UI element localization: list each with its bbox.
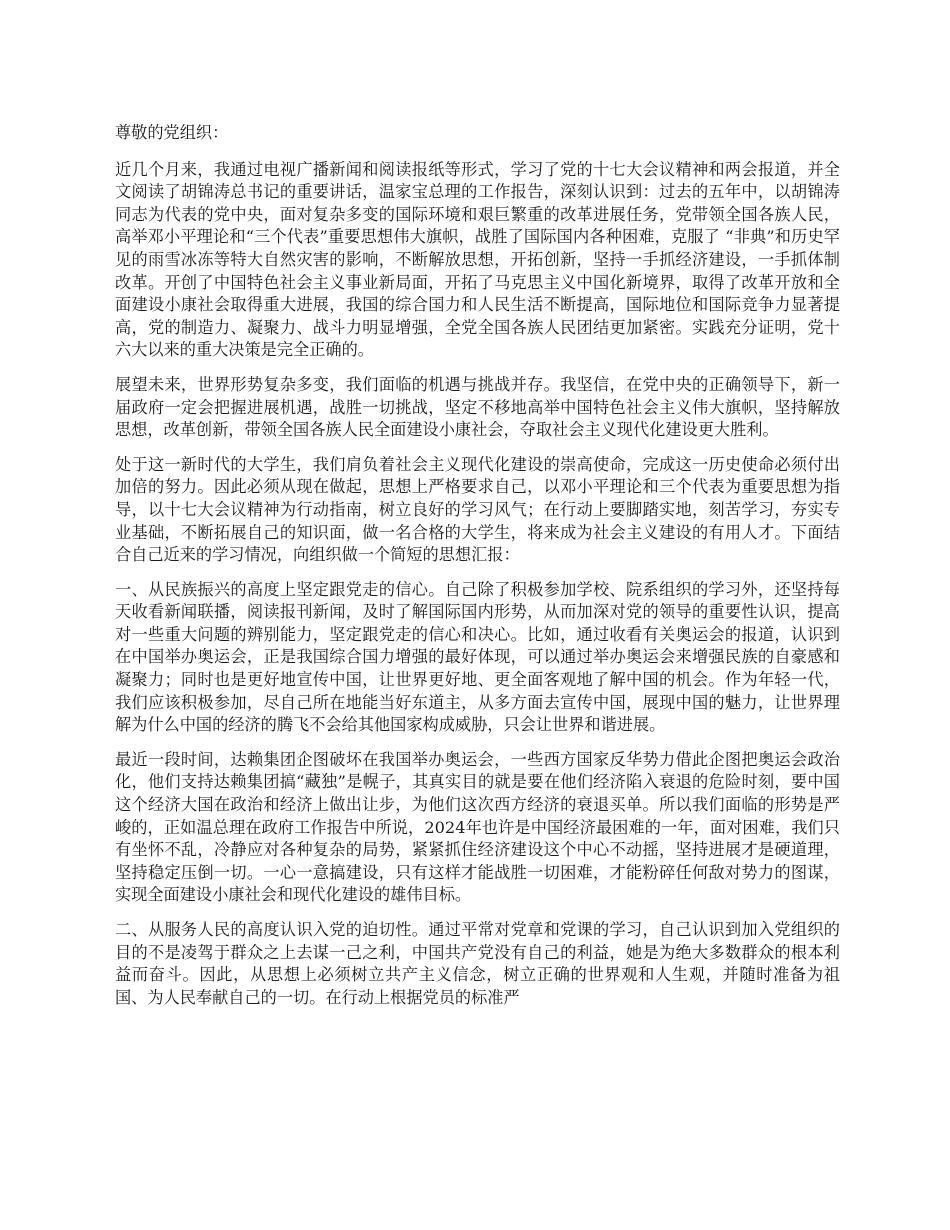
paragraph-5: 最近一段时间，达赖集团企图破坏在我国举办奥运会，一些西方国家反华势力借此企图把奥运会政治化，他们支持达赖集团搞“藏独”是幌子，其真实目的就是要在他们经济陷入衰退的危险时刻，要中国这个经济大国在政治和经济上做出让步，为他们这次西方经济的衰退买单。所以我们面临的形势是严峻的，正如温总理在政府工作报告中所说，2024年也许是中国经济最困难的一年，面对困难，我们只有坐怀不乱，冷静应对各种复杂的局势，紧紧抓住经济建设这个中心不动摇，坚持进展才是硬道理，坚持稳定压倒一切。一心一意搞建设，只有这样才能战胜一切困难，才能粉碎任何敌对势力的图谋，实现全面建设小康社会和现代化建设的雄伟目标。 (115, 749, 840, 905)
salutation: 尊敬的党组织： (115, 123, 229, 142)
paragraph-6: 二、从服务人民的高度认识入党的迫切性。通过平常对党章和党课的学习，自己认识到加入党组织的目的不是凌驾于群众之上去谋一己之利，中国共产党没有自己的利益，她是为绝大多数群众的根本利益而奋斗。因此，从思想上必须树立共产主义信念，树立正确的世界观和人生观，并随时准备为祖国、为人民奉献自己的一切。在行动上根据党员的标准严 (115, 920, 840, 1007)
paragraph-3: 处于这一新时代的大学生，我们肩负着社会主义现代化建设的崇高使命，完成这一历史使命必须付出加倍的努力。因此必须从现在做起，思想上严格要求自己，以邓小平理论和三个代表为重要思想为指导，以十七大会议精神为行动指南，树立良好的学习风气；在行动上要脚踏实地，刻苦学习，夯实专业基础，不断拓展自己的知识面，做一名合格的大学生，将来成为社会主义建设的有用人才。下面结合自己近来的学习情况，向组织做一个简短的思想汇报： (115, 454, 840, 565)
paragraph-2: 展望未来，世界形势复杂多变，我们面临的机遇与挑战并存。我坚信，在党中央的正确领导下，新一届政府一定会把握进展机遇，战胜一切挑战，坚定不移地高举中国特色社会主义伟大旗帜，坚持解放思想，改革创新，带领全国各族人民全面建设小康社会，夺取社会主义现代化建设更大胜利。 (115, 374, 840, 440)
paragraph-1: 近几个月来，我通过电视广播新闻和阅读报纸等形式，学习了党的十七大会议精神和两会报道，并全文阅读了胡锦涛总书记的重要讲话，温家宝总理的工作报告，深刻认识到：过去的五年中，以胡锦涛同志为代表的党中央，面对复杂多变的国际环境和艰巨繁重的改革进展任务，党带领全国各族人民，高举邓小平理论和“三个代表”重要思想伟大旗帜，战胜了国际国内各种困难，克服了 “非典”和历史罕见的雨雪冰冻等特大自然灾害的影响，不断解放思想，开拓创新，坚持一手抓经济建设，一手抓体制改革。开创了中国特色社会主义事业新局面，开拓了马克思主义中国化新境界，取得了改革开放和全面建设小康社会取得重大进展，我国的综合国力和人民生活不断提高，国际地位和国际竞争力显著提高，党的制造力、凝聚力、战斗力明显增强，全党全国各族人民团结更加紧密。实践充分证明，党十六大以来的重大决策是完全正确的。 (115, 159, 840, 360)
document-body (115, 122, 840, 1021)
paragraph-4: 一、从民族振兴的高度上坚定跟党走的信心。自己除了积极参加学校、院系组织的学习外，还坚持每天收看新闻联播，阅读报刊新闻，及时了解国际国内形势，从而加深对党的领导的重要性认识，提高对一些重大问题的辨别能力，坚定跟党走的信心和决心。比如，通过收看有关奥运会的报道，认识到在中国举办奥运会，正是我国综合国力增强的最好体现，可以通过举办奥运会来增强民族的自豪感和凝聚力；同时也是更好地宣传中国，让世界更好地、更全面客观地了解中国的机会。作为年轻一代，我们应该积极参加，尽自己所在地能当好东道主，从多方面去宣传中国，展现中国的魅力，让世界理解为什么中国的经济的腾飞不会给其他国家构成威胁，只会让世界和谐进展。 (115, 579, 840, 735)
